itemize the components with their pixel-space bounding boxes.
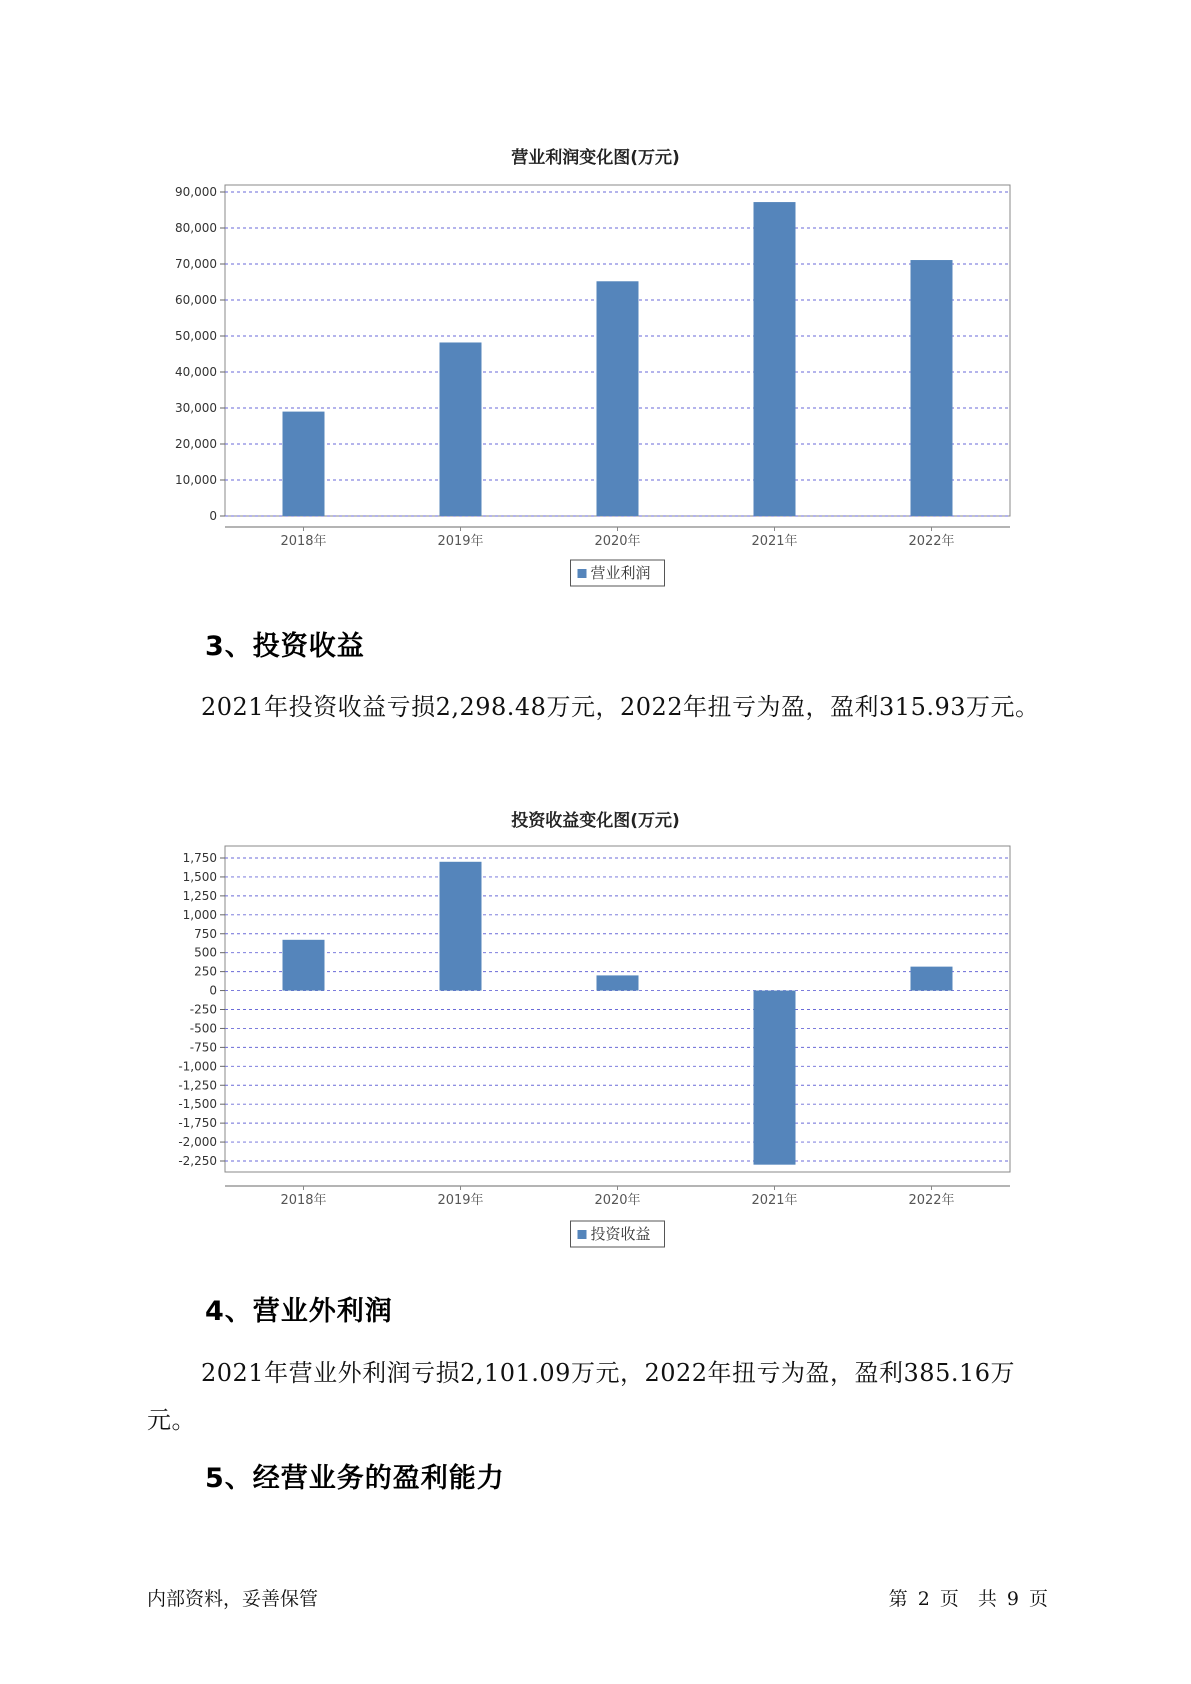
chart1-title: 营业利润变化图(万元) — [511, 148, 680, 168]
x-tick-label: 2019年 — [437, 1193, 484, 1208]
legend — [571, 1221, 665, 1247]
x-tick-label: 2022年 — [908, 1193, 955, 1208]
chart2-title: 投资收益变化图(万元) — [511, 811, 680, 831]
bar — [754, 991, 796, 1165]
section-4-text: 2021年营业外利润亏损2,101.09万元，2022年扭亏为盈，盈利385.16万元。 — [147, 1359, 1016, 1434]
y-tick-label: 250 — [194, 964, 217, 979]
y-tick-label: -2,000 — [178, 1135, 217, 1150]
x-tick-label: 2020年 — [594, 1193, 641, 1208]
y-tick-label: -1,750 — [178, 1116, 217, 1131]
y-tick-label: -1,500 — [178, 1097, 217, 1112]
legend-label: 营业利润 — [590, 564, 651, 582]
y-tick-label: 1,500 — [182, 869, 217, 884]
x-tick-label: 2018年 — [280, 534, 327, 549]
x-tick-label: 2022年 — [908, 534, 955, 549]
footer-confidential-note: 内部资料，妥善保管 — [147, 1588, 319, 1610]
x-tick-label: 2021年 — [751, 1193, 798, 1208]
legend-label: 投资收益 — [590, 1225, 651, 1243]
bar — [597, 975, 639, 990]
y-tick-label: 0 — [209, 509, 217, 523]
x-tick-label: 2019年 — [437, 534, 484, 549]
y-tick-label: 10,000 — [175, 473, 217, 487]
x-tick-label: 2020年 — [594, 534, 641, 549]
y-tick-label: 70,000 — [175, 257, 217, 271]
y-tick-label: 80,000 — [175, 221, 217, 235]
bar — [754, 202, 796, 516]
y-tick-label: 40,000 — [175, 365, 217, 379]
bar — [440, 342, 482, 516]
y-tick-label: -1,000 — [178, 1059, 217, 1074]
y-tick-label: 50,000 — [175, 329, 217, 343]
section-5-heading: 5、经营业务的盈利能力 — [205, 1463, 505, 1494]
y-tick-label: -2,250 — [178, 1154, 217, 1168]
y-tick-label: 30,000 — [175, 401, 217, 415]
y-tick-label: -500 — [189, 1021, 217, 1036]
y-tick-label: 20,000 — [175, 437, 217, 451]
section-3-heading: 3、投资收益 — [205, 631, 365, 662]
bar — [911, 260, 953, 516]
legend-swatch — [578, 569, 587, 578]
y-tick-label: 0 — [209, 983, 217, 998]
y-tick-label: 500 — [194, 945, 217, 960]
bar — [283, 412, 325, 516]
x-tick-label: 2021年 — [751, 534, 798, 549]
operating-profit-chart — [0, 170, 1191, 590]
y-tick-label: 60,000 — [175, 293, 217, 307]
section-4-heading: 4、营业外利润 — [205, 1296, 393, 1327]
y-tick-label: 1,750 — [182, 851, 217, 865]
y-tick-label: -750 — [189, 1040, 217, 1055]
legend-swatch — [578, 1230, 587, 1239]
bar — [283, 940, 325, 991]
section-3-text: 2021年投资收益亏损2,298.48万元，2022年扭亏为盈，盈利315.93万元。 — [201, 693, 1040, 721]
y-tick-label: -1,250 — [178, 1078, 217, 1093]
y-tick-label: 750 — [194, 926, 217, 941]
legend — [571, 560, 665, 586]
y-tick-label: 1,000 — [182, 907, 217, 922]
investment-income-chart — [0, 834, 1191, 1254]
bar — [911, 967, 953, 991]
footer-page-number: 第 2 页 共 9 页 — [888, 1588, 1048, 1610]
x-tick-label: 2018年 — [280, 1193, 327, 1208]
bar — [440, 862, 482, 991]
bar — [597, 281, 639, 516]
y-tick-label: 1,250 — [182, 888, 217, 903]
y-tick-label: -250 — [189, 1002, 217, 1017]
y-tick-label: 90,000 — [175, 185, 217, 199]
